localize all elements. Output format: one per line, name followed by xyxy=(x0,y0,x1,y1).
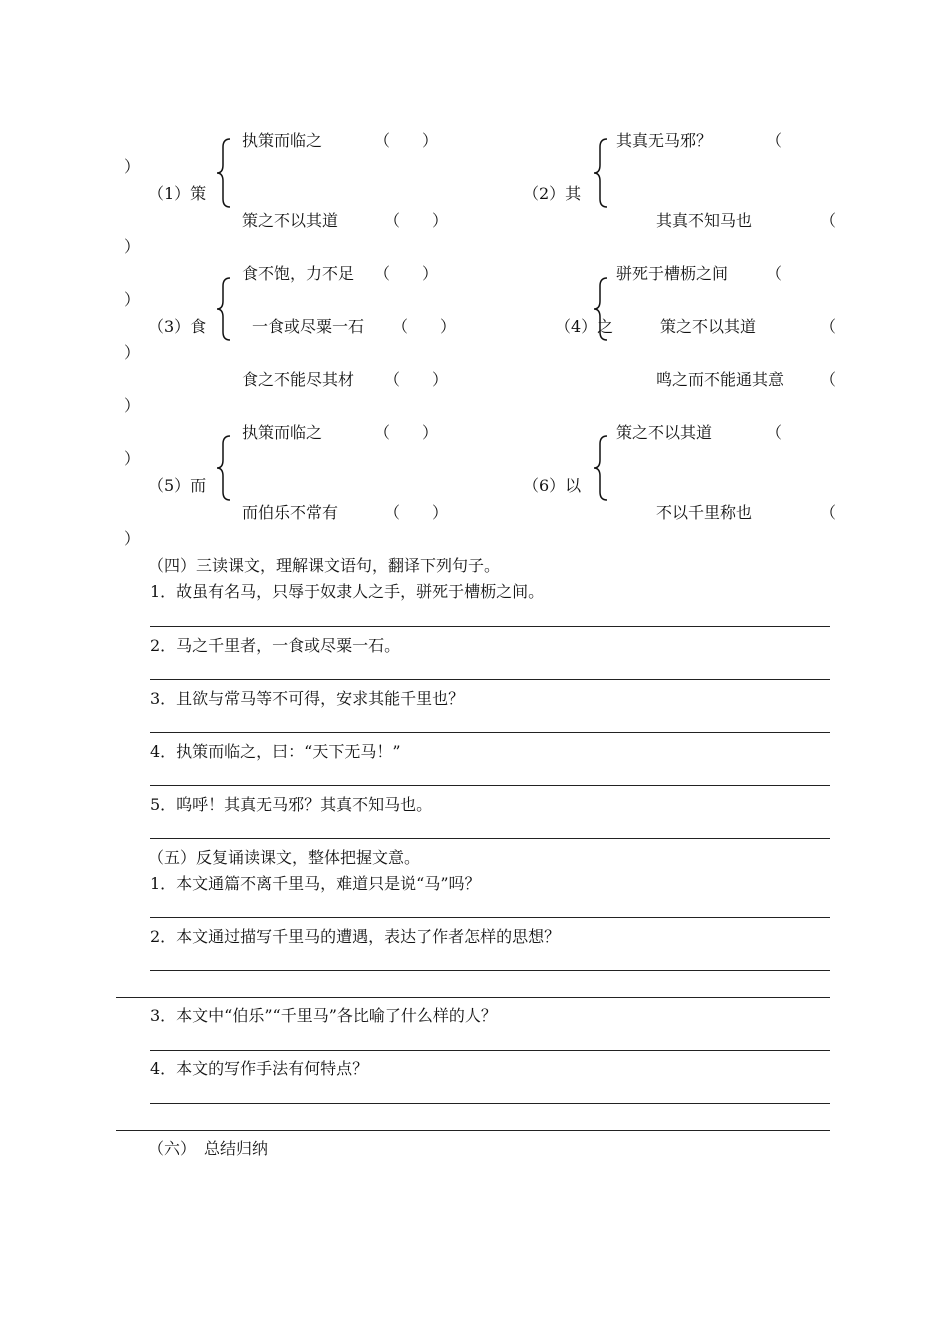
close-paren: ） xyxy=(124,396,141,415)
g6-bottom-phrase: 不以千里称也 xyxy=(656,503,753,522)
section4-question: 2．马之千里者，一食或尽粟一石。 xyxy=(150,636,401,655)
section4-question: 3．且欲与常马等不可得，安求其能千里也？ xyxy=(150,689,465,708)
close-paren: ） xyxy=(124,343,141,362)
brace-icon xyxy=(214,434,234,502)
close-paren: ） xyxy=(124,157,141,176)
answer-line[interactable] xyxy=(150,970,830,971)
g3-bottom-phrase: 食之不能尽其材 xyxy=(242,370,355,389)
g4-bottom-blank[interactable]: （ xyxy=(820,370,837,389)
brace-icon xyxy=(591,137,611,209)
g2-top-phrase: 其真无马邪？ xyxy=(616,131,713,150)
answer-line[interactable] xyxy=(150,785,830,786)
answer-line[interactable] xyxy=(150,732,830,733)
g3-mid-phrase: 一食或尽粟一石 xyxy=(252,317,365,336)
section5-question: 3．本文中“伯乐”“千里马”各比喻了什么样的人？ xyxy=(150,1006,497,1025)
g1-bottom-phrase: 策之不以其道 xyxy=(242,211,339,230)
g1-top-blank[interactable]: （ ） xyxy=(374,131,439,150)
g2-top-blank[interactable]: （ xyxy=(766,131,783,150)
answer-line[interactable] xyxy=(150,1050,830,1051)
g5-label: （5）而 xyxy=(148,476,207,495)
section5-question: 2．本文通过描写千里马的遭遇，表达了作者怎样的思想？ xyxy=(150,927,561,946)
answer-line[interactable] xyxy=(150,626,830,627)
section4-question: 1．故虽有名马，只辱于奴隶人之手，骈死于槽枥之间。 xyxy=(150,582,545,601)
g4-bottom-phrase: 鸣之而不能通其意 xyxy=(656,370,785,389)
section4-title: （四）三读课文，理解课文语句，翻译下列句子。 xyxy=(148,556,501,575)
close-paren: ） xyxy=(124,290,141,309)
section4-question: 4．执策而临之，曰：“天下无马！” xyxy=(150,742,401,761)
g1-bottom-blank[interactable]: （ ） xyxy=(384,211,449,230)
g4-label: （4）之 xyxy=(555,317,614,336)
g4-mid-phrase: 策之不以其道 xyxy=(660,317,757,336)
g5-top-blank[interactable]: （ ） xyxy=(374,423,439,442)
g2-label: （2）其 xyxy=(523,184,582,203)
close-paren: ） xyxy=(124,529,141,548)
brace-icon xyxy=(214,276,234,342)
g3-top-phrase: 食不饱，力不足 xyxy=(242,264,355,283)
g6-label: （6）以 xyxy=(523,476,582,495)
g1-label: （1）策 xyxy=(148,184,207,203)
g5-top-phrase: 执策而临之 xyxy=(242,423,323,442)
g4-mid-blank[interactable]: （ xyxy=(820,317,837,336)
g1-top-phrase: 执策而临之 xyxy=(242,131,323,150)
answer-line[interactable] xyxy=(116,1130,830,1131)
answer-line[interactable] xyxy=(150,1103,830,1104)
g3-mid-blank[interactable]: （ ） xyxy=(392,317,457,336)
section4-question: 5．呜呼！其真无马邪？其真不知马也。 xyxy=(150,795,433,814)
g6-bottom-blank[interactable]: （ xyxy=(820,503,837,522)
g2-bottom-phrase: 其真不知马也 xyxy=(656,211,753,230)
brace-icon xyxy=(591,434,611,502)
g3-bottom-blank[interactable]: （ ） xyxy=(384,370,449,389)
close-paren: ） xyxy=(124,449,141,468)
g5-bottom-phrase: 而伯乐不常有 xyxy=(242,503,339,522)
section5-question: 1．本文通篇不离千里马，难道只是说“马”吗？ xyxy=(150,874,481,893)
section6-title: （六） 总结归纳 xyxy=(148,1139,269,1158)
section5-title: （五）反复诵读课文，整体把握文意。 xyxy=(148,848,421,867)
g2-bottom-blank[interactable]: （ xyxy=(820,211,837,230)
g3-top-blank[interactable]: （ ） xyxy=(374,264,439,283)
g4-top-blank[interactable]: （ xyxy=(766,264,783,283)
answer-line[interactable] xyxy=(150,838,830,839)
g4-top-phrase: 骈死于槽枥之间 xyxy=(616,264,729,283)
section5-question: 4．本文的写作手法有何特点？ xyxy=(150,1059,369,1078)
close-paren: ） xyxy=(124,237,141,256)
g6-top-blank[interactable]: （ xyxy=(766,423,783,442)
answer-line[interactable] xyxy=(150,917,830,918)
brace-icon xyxy=(214,137,234,209)
answer-line[interactable] xyxy=(150,679,830,680)
answer-line[interactable] xyxy=(116,997,830,998)
g5-bottom-blank[interactable]: （ ） xyxy=(384,503,449,522)
g6-top-phrase: 策之不以其道 xyxy=(616,423,713,442)
g3-label: （3）食 xyxy=(148,317,207,336)
